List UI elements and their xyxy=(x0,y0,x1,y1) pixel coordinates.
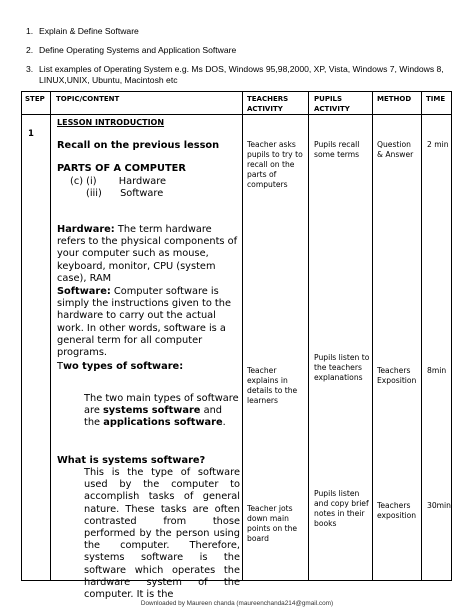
systems-software-definition: This is the type of software used by the computer to accomplish tasks of general nature. These tasks are often contrasted from those performed by the person using the computer. Therefore, systems software is the software which operates the hardware system of the computer. It is the xyxy=(84,467,240,601)
part-label: (iii) xyxy=(86,188,102,199)
header-teachers-activity: TEACHERS ACTIVITY xyxy=(247,95,289,113)
part-software-line xyxy=(86,188,226,200)
pupil-activity-explain: Pupils listen to the teachers explanations xyxy=(314,353,370,382)
objective-number: 2. xyxy=(26,45,34,55)
table-column-divider xyxy=(50,91,51,581)
systems-software-question: What is systems software? xyxy=(57,455,206,466)
header-method: METHOD xyxy=(377,95,412,103)
software-definition: Software: Computer software is simply the instructions given to the hardware to carry out the actual work. In other words, software is a general term for all computer programs. xyxy=(57,286,232,359)
objective-item xyxy=(26,45,456,56)
objective-text: Define Operating Systems and Application Software xyxy=(39,45,237,55)
method-notes: Teachers exposition xyxy=(377,501,417,520)
step-number: 1 xyxy=(28,129,34,139)
header-pupils-activity: PUPILS ACTIVITY xyxy=(314,95,350,113)
objective-text: Explain & Define Software xyxy=(39,26,139,36)
objective-number: 3. xyxy=(26,64,34,74)
objective-item xyxy=(26,64,456,86)
time-explain: 8min xyxy=(427,366,447,375)
method-explain: Teachers Exposition xyxy=(377,366,417,385)
table-column-divider xyxy=(421,91,422,581)
teacher-activity-notes: Teacher jots down main points on the board xyxy=(247,504,298,543)
recall-heading: Recall on the previous lesson xyxy=(57,140,220,151)
lesson-objectives-list xyxy=(26,26,456,94)
objective-text: List examples of Operating System e.g. Ms DOS, Windows 95,98,2000, XP, Vista, Windows 7, Windows 8, LINUX,UNIX, Ubuntu, Macintosh etc xyxy=(39,64,444,85)
table-header-divider xyxy=(21,114,451,115)
part-label: (c) (i) xyxy=(70,176,97,187)
pupil-activity-notes: Pupils listen and copy brief notes in their books xyxy=(314,489,369,528)
main-types-paragraph: The two main types of software are systems software and the applications software. xyxy=(84,393,239,429)
time-recall: 2 min xyxy=(427,140,449,149)
hardware-definition: Hardware: The term hardware refers to the physical components of your computer such as mouse, keyboard, monitor, CPU (system case), RAM xyxy=(57,224,238,284)
download-footer: Downloaded by Maureen chanda (maureenchanda214@gmail.com) xyxy=(140,600,334,607)
header-time: TIME xyxy=(426,95,446,103)
teacher-activity-recall: Teacher asks pupils to try to recall on the parts of computers xyxy=(247,140,303,189)
header-topic: TOPIC/CONTENT xyxy=(56,95,120,103)
table-column-divider xyxy=(242,91,243,581)
table-border-top xyxy=(21,91,451,92)
parts-of-computer-heading: PARTS OF A COMPUTER xyxy=(57,163,186,174)
table-border-right xyxy=(451,91,452,581)
part-hardware-line xyxy=(70,176,220,188)
header-step: STEP xyxy=(25,95,45,103)
time-notes: 30min xyxy=(427,501,451,510)
table-border-left xyxy=(21,91,22,581)
part-value: Hardware xyxy=(118,176,167,187)
objective-number: 1. xyxy=(26,26,34,36)
method-recall: Question & Answer xyxy=(377,140,414,159)
lesson-introduction-heading: LESSON INTRODUCTION xyxy=(57,118,165,127)
part-value: Software xyxy=(120,188,164,199)
table-column-divider xyxy=(308,91,309,581)
two-types-heading: Two types of software: xyxy=(57,361,184,372)
table-column-divider xyxy=(372,91,373,581)
teacher-activity-explain: Teacher explains in details to the learners xyxy=(247,366,298,405)
objective-item xyxy=(26,26,456,37)
pupil-activity-recall: Pupils recall some terms xyxy=(314,140,360,159)
